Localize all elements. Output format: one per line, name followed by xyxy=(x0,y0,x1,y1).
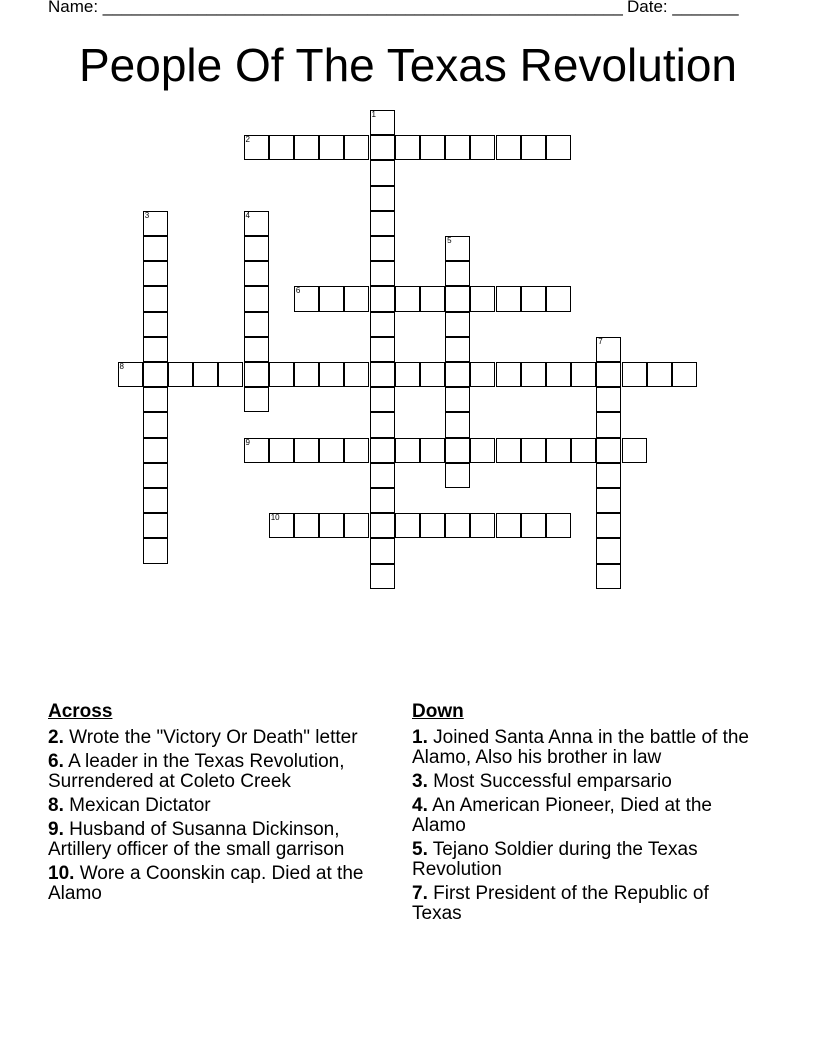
clue-number-label: 8 xyxy=(119,362,124,371)
grid-cell[interactable] xyxy=(143,286,168,311)
grid-cell[interactable] xyxy=(370,488,395,513)
grid-cell[interactable] xyxy=(672,362,697,387)
grid-cell[interactable] xyxy=(244,312,269,337)
down-clue xyxy=(412,728,762,768)
across-clue xyxy=(48,728,393,748)
clue-number-label: 4 xyxy=(245,210,250,220)
grid-cell[interactable] xyxy=(445,236,470,261)
clue-number-label: 9 xyxy=(245,437,250,447)
grid-cell[interactable] xyxy=(445,337,470,362)
grid-cell[interactable] xyxy=(344,362,369,387)
grid-cell[interactable] xyxy=(344,286,369,311)
grid-cell[interactable] xyxy=(344,438,369,463)
grid-cell[interactable] xyxy=(118,362,143,387)
clue-number: 6. xyxy=(48,751,64,772)
grid-cell[interactable] xyxy=(546,438,571,463)
grid-cell[interactable] xyxy=(294,286,319,311)
page-title: People Of The Texas Revolution xyxy=(78,39,738,91)
grid-cell[interactable] xyxy=(445,312,470,337)
across-clue xyxy=(48,752,393,792)
clue-number-label: 10 xyxy=(270,513,280,523)
down-clue xyxy=(412,884,762,924)
across-heading: Across xyxy=(48,701,113,722)
clue-number-label: 6 xyxy=(295,286,301,296)
grid-cell[interactable] xyxy=(370,236,395,261)
grid-cell[interactable] xyxy=(370,110,395,135)
grid-cell[interactable] xyxy=(244,236,269,261)
down-clues xyxy=(412,702,762,928)
grid-cell[interactable] xyxy=(269,513,294,538)
grid-cell[interactable] xyxy=(193,362,218,387)
grid-cell[interactable] xyxy=(294,513,319,538)
clue-text: A leader in the Texas Revolution, Surrendered at Coleto Creek xyxy=(48,751,345,792)
grid-cell[interactable] xyxy=(143,438,168,463)
clue-text: An American Pioneer, Died at the Alamo xyxy=(412,795,712,836)
grid-cell[interactable] xyxy=(370,412,395,437)
grid-cell[interactable] xyxy=(596,387,621,412)
clue-number-label: 2 xyxy=(245,135,250,145)
grid-cell[interactable] xyxy=(218,362,243,387)
grid-cell[interactable] xyxy=(319,438,344,463)
grid-cell[interactable] xyxy=(269,438,294,463)
grid-cell[interactable] xyxy=(445,261,470,286)
grid-cell[interactable] xyxy=(269,135,294,160)
grid-cell[interactable] xyxy=(521,135,546,160)
grid-cell[interactable] xyxy=(143,538,168,563)
grid-cell[interactable] xyxy=(168,362,193,387)
clue-number: 4. xyxy=(412,795,428,816)
down-clue xyxy=(412,840,762,880)
grid-cell[interactable] xyxy=(370,337,395,362)
grid-cell[interactable] xyxy=(370,261,395,286)
grid-cell[interactable] xyxy=(370,312,395,337)
grid-cell[interactable] xyxy=(370,186,395,211)
grid-cell[interactable] xyxy=(143,261,168,286)
grid-cell[interactable] xyxy=(370,513,395,538)
grid-cell[interactable] xyxy=(470,286,495,311)
grid-cell[interactable] xyxy=(143,412,168,437)
grid-cell[interactable] xyxy=(244,261,269,286)
grid-cell[interactable] xyxy=(370,211,395,236)
grid-cell[interactable] xyxy=(521,513,546,538)
grid-cell[interactable] xyxy=(496,513,521,538)
grid-cell[interactable] xyxy=(470,438,495,463)
grid-cell[interactable] xyxy=(420,362,445,387)
grid-cell[interactable] xyxy=(496,135,521,160)
grid-cell[interactable] xyxy=(596,337,621,362)
grid-cell[interactable] xyxy=(370,564,395,589)
grid-cell[interactable] xyxy=(596,538,621,563)
grid-cell[interactable] xyxy=(143,236,168,261)
grid-cell[interactable] xyxy=(420,286,445,311)
grid-cell[interactable] xyxy=(143,463,168,488)
grid-cell[interactable] xyxy=(470,362,495,387)
clue-number: 5. xyxy=(412,839,428,860)
clue-text: First President of the Republic of Texas xyxy=(412,883,709,924)
clue-number: 1. xyxy=(412,727,428,748)
grid-cell[interactable] xyxy=(647,362,672,387)
grid-cell[interactable] xyxy=(370,362,395,387)
grid-cell[interactable] xyxy=(395,362,420,387)
grid-cell[interactable] xyxy=(319,513,344,538)
grid-cell[interactable] xyxy=(445,362,470,387)
clue-number-label: 3 xyxy=(144,210,150,220)
grid-cell[interactable] xyxy=(244,362,269,387)
grid-cell[interactable] xyxy=(496,286,521,311)
grid-cell[interactable] xyxy=(445,412,470,437)
across-clue xyxy=(48,820,393,860)
grid-cell[interactable] xyxy=(496,362,521,387)
grid-cell[interactable] xyxy=(596,362,621,387)
grid-cell[interactable] xyxy=(370,135,395,160)
grid-cell[interactable] xyxy=(370,438,395,463)
grid-cell[interactable] xyxy=(571,362,596,387)
grid-cell[interactable] xyxy=(143,362,168,387)
grid-cell[interactable] xyxy=(420,135,445,160)
grid-cell[interactable] xyxy=(546,362,571,387)
grid-cell[interactable] xyxy=(521,362,546,387)
grid-cell[interactable] xyxy=(596,412,621,437)
grid-cell[interactable] xyxy=(596,513,621,538)
across-clues xyxy=(48,702,393,908)
grid-cell[interactable] xyxy=(143,337,168,362)
grid-cell[interactable] xyxy=(521,286,546,311)
clue-number-label: 7 xyxy=(598,336,603,346)
grid-cell[interactable] xyxy=(470,513,495,538)
grid-cell[interactable] xyxy=(244,438,269,463)
clue-number: 8. xyxy=(48,795,64,816)
grid-cell[interactable] xyxy=(571,438,596,463)
grid-cell[interactable] xyxy=(496,438,521,463)
grid-cell[interactable] xyxy=(244,286,269,311)
grid-cell[interactable] xyxy=(445,387,470,412)
grid-cell[interactable] xyxy=(445,463,470,488)
grid-cell[interactable] xyxy=(370,463,395,488)
clue-number: 3. xyxy=(412,771,428,792)
grid-cell[interactable] xyxy=(420,438,445,463)
clue-text: Wore a Coonskin cap. Died at the Alamo xyxy=(48,863,364,904)
clue-text: Most Successful emparsario xyxy=(433,771,672,792)
grid-cell[interactable] xyxy=(445,135,470,160)
grid-cell[interactable] xyxy=(370,160,395,185)
grid-cell[interactable] xyxy=(395,438,420,463)
clue-text: Husband of Susanna Dickinson, Artillery officer of the small garrison xyxy=(48,819,345,860)
grid-cell[interactable] xyxy=(143,488,168,513)
grid-cell[interactable] xyxy=(622,438,647,463)
clue-number: 10. xyxy=(48,863,75,884)
grid-cell[interactable] xyxy=(370,286,395,311)
grid-cell[interactable] xyxy=(622,362,647,387)
grid-cell[interactable] xyxy=(244,337,269,362)
grid-cell[interactable] xyxy=(445,286,470,311)
grid-cell[interactable] xyxy=(294,362,319,387)
across-clue xyxy=(48,864,393,904)
clue-text: Mexican Dictator xyxy=(69,795,211,816)
grid-cell[interactable] xyxy=(370,387,395,412)
down-heading: Down xyxy=(412,701,464,722)
down-clue xyxy=(412,796,762,836)
grid-cell[interactable] xyxy=(269,362,294,387)
across-clue xyxy=(48,796,393,816)
grid-cell[interactable] xyxy=(596,488,621,513)
down-clue xyxy=(412,772,762,792)
grid-cell[interactable] xyxy=(521,438,546,463)
grid-cell[interactable] xyxy=(319,286,344,311)
grid-cell[interactable] xyxy=(143,387,168,412)
clue-number: 9. xyxy=(48,819,64,840)
grid-cell[interactable] xyxy=(395,135,420,160)
clue-number-label: 5 xyxy=(447,236,452,245)
grid-cell[interactable] xyxy=(344,135,369,160)
grid-cell[interactable] xyxy=(143,211,168,236)
grid-cell[interactable] xyxy=(395,513,420,538)
date-line: Date: _______ xyxy=(627,0,739,16)
grid-cell[interactable] xyxy=(319,362,344,387)
grid-cell[interactable] xyxy=(546,286,571,311)
clue-text: Joined Santa Anna in the battle of the Alamo, Also his brother in law xyxy=(412,727,749,768)
grid-cell[interactable] xyxy=(596,564,621,589)
clue-text: Tejano Soldier during the Texas Revolution xyxy=(412,839,698,880)
grid-cell[interactable] xyxy=(319,135,344,160)
grid-cell[interactable] xyxy=(244,211,269,236)
grid-cell[interactable] xyxy=(546,135,571,160)
grid-cell[interactable] xyxy=(294,135,319,160)
grid-cell[interactable] xyxy=(546,513,571,538)
grid-cell[interactable] xyxy=(395,286,420,311)
grid-cell[interactable] xyxy=(445,513,470,538)
grid-cell[interactable] xyxy=(596,438,621,463)
grid-cell[interactable] xyxy=(470,135,495,160)
grid-cell[interactable] xyxy=(370,538,395,563)
clue-number: 7. xyxy=(412,883,428,904)
clue-number: 2. xyxy=(48,727,64,748)
grid-cell[interactable] xyxy=(143,312,168,337)
grid-cell[interactable] xyxy=(143,513,168,538)
grid-cell[interactable] xyxy=(596,463,621,488)
clue-number-label: 1 xyxy=(371,110,376,119)
clue-text: Wrote the "Victory Or Death" letter xyxy=(69,727,358,748)
name-line: Name: _______________________________________________________ xyxy=(48,0,623,16)
grid-cell[interactable] xyxy=(344,513,369,538)
grid-cell[interactable] xyxy=(420,513,445,538)
grid-cell[interactable] xyxy=(244,135,269,160)
grid-cell[interactable] xyxy=(294,438,319,463)
grid-cell[interactable] xyxy=(445,438,470,463)
grid-cell[interactable] xyxy=(244,387,269,412)
